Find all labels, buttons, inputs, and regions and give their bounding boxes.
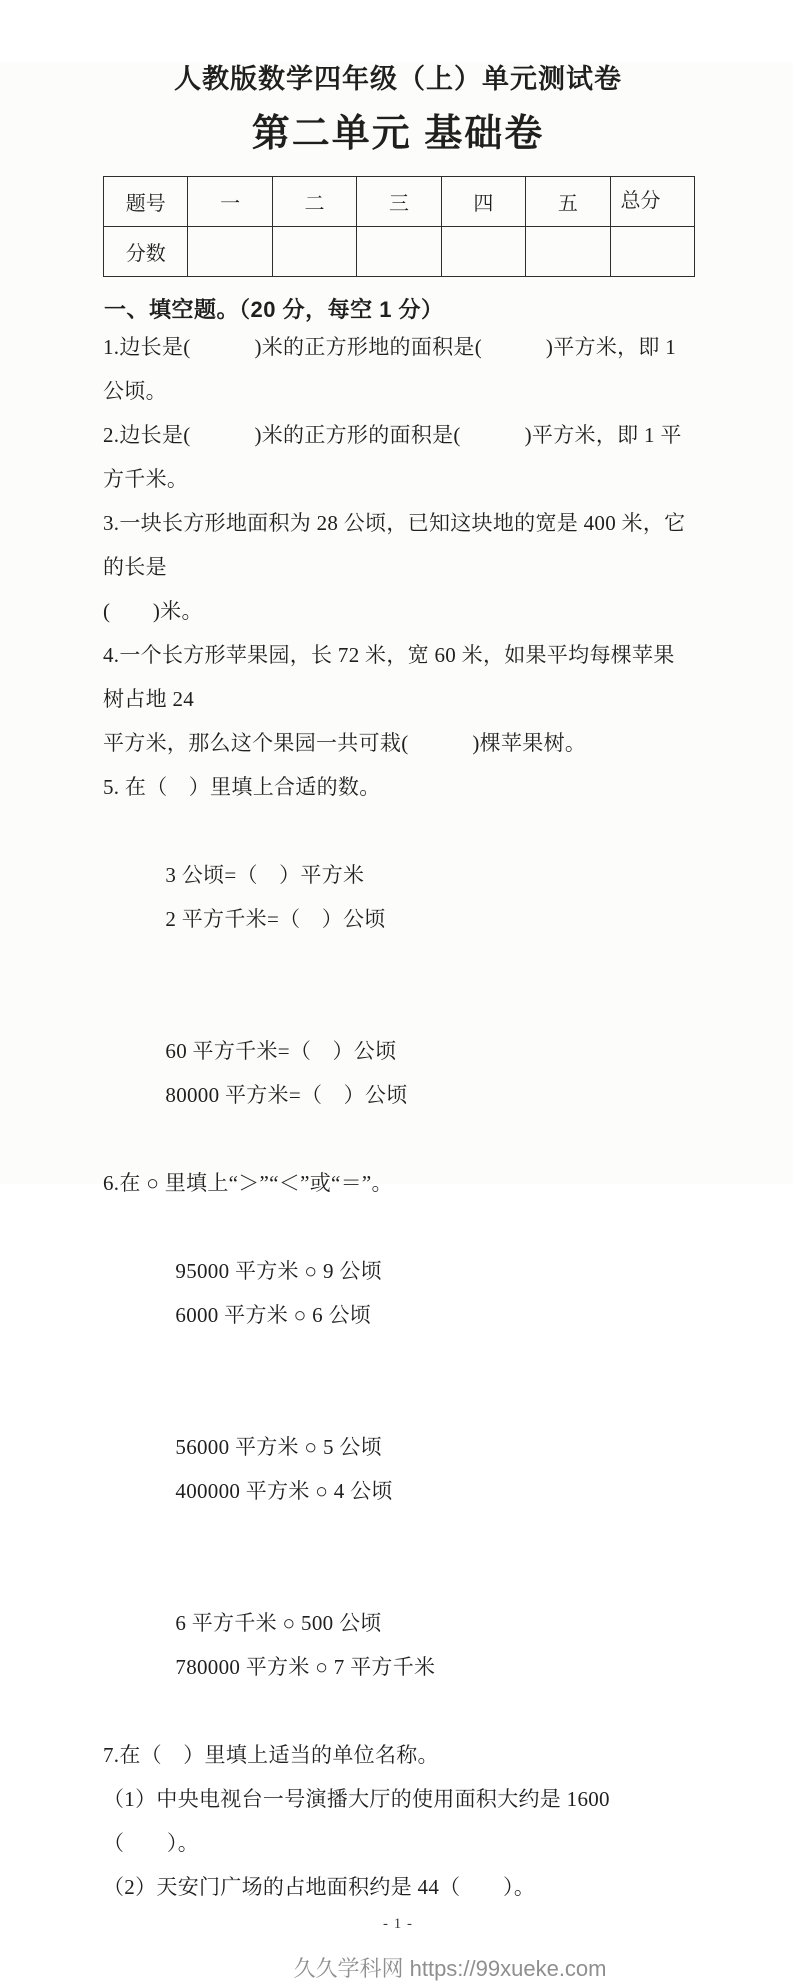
question-3-line-1: 3.一块长方形地面积为 28 公顷，已知这块地的宽是 400 米，它的长是 (103, 511, 686, 579)
question-5-row-1 (103, 809, 693, 985)
score-cell-total (610, 227, 694, 277)
question-6-intro: 6.在 ○ 里填上“＞”“＜”或“＝”。 (103, 1171, 393, 1195)
question-1: 1.边长是( )米的正方形地的面积是( )平方米，即 1 公顷。 (103, 335, 682, 403)
score-table-cell-total: 总分 (610, 177, 694, 227)
score-table-cell-col4: 四 (441, 177, 525, 227)
question-5-item-3: 60 平方千米=（ ）公顷 (165, 1039, 397, 1063)
question-6-row-1 (103, 1205, 693, 1381)
paper-title: 人教版数学四年级（上）单元测试卷 (174, 64, 622, 94)
unit-subtitle: 第二单元 基础卷 (251, 113, 545, 155)
question-4-line-2: 平方米，那么这个果园一共可栽( )棵苹果树。 (103, 731, 587, 755)
score-table (103, 176, 695, 277)
score-cell (526, 227, 610, 277)
question-6-item-5: 6 平方千米 ○ 500 公顷 (175, 1611, 382, 1635)
questions-block (103, 325, 693, 1909)
score-table-header-row (104, 177, 695, 227)
score-table-cell-col1: 一 (188, 177, 272, 227)
score-cell (272, 227, 356, 277)
question-6-row-3 (103, 1557, 693, 1733)
section-heading-fill-blanks: 一、填空题。（20 分，每空 1 分） (104, 297, 444, 322)
watermark-site-link: 久久学科网 https://99xueke.com (293, 1956, 607, 1981)
question-6-item-6: 780000 平方米 ○ 7 平方千米 (175, 1655, 436, 1679)
question-5-item-4: 80000 平方米=（ ）公顷 (165, 1083, 408, 1107)
question-5-item-1: 3 公顷=（ ）平方米 (165, 863, 365, 887)
question-5-intro: 5. 在（ ）里填上合适的数。 (103, 775, 381, 799)
question-7-sub-2: （2）天安门广场的占地面积约是 44（ ）。 (103, 1875, 536, 1899)
question-6-item-4: 400000 平方米 ○ 4 公顷 (175, 1479, 393, 1503)
question-5-item-2: 2 平方千米=（ ）公顷 (165, 907, 386, 931)
score-table-cell-col3: 三 (357, 177, 441, 227)
question-2: 2.边长是( )米的正方形的面积是( )平方米，即 1 平方千米。 (103, 423, 682, 491)
score-table-cell-score-label: 分数 (104, 227, 188, 277)
question-6-item-2: 6000 平方米 ○ 6 公顷 (175, 1303, 372, 1327)
test-paper-page (0, 62, 793, 1981)
question-6-item-1: 95000 平方米 ○ 9 公顷 (175, 1259, 382, 1283)
question-4-line-1: 4.一个长方形苹果园，长 72 米，宽 60 米，如果平均每棵苹果树占地 24 (103, 643, 675, 711)
question-7-sub-1: （1）中央电视台一号演播大厅的使用面积大约是 1600（ ）。 (103, 1787, 610, 1855)
score-cell (188, 227, 272, 277)
page-number: - 1 - (383, 1916, 413, 1932)
score-cell (441, 227, 525, 277)
score-table-cell-question-label: 题号 (104, 177, 188, 227)
score-cell (357, 227, 441, 277)
score-table-cell-col2: 二 (272, 177, 356, 227)
score-table-score-row (104, 227, 695, 277)
question-6-item-3: 56000 平方米 ○ 5 公顷 (175, 1435, 382, 1459)
question-3-line-2: ( )米。 (103, 599, 203, 623)
question-5-row-2 (103, 985, 693, 1161)
score-table-cell-col5: 五 (526, 177, 610, 227)
page-content (0, 62, 793, 1983)
question-7-intro: 7.在（ ）里填上适当的单位名称。 (103, 1743, 439, 1767)
question-6-row-2 (103, 1381, 693, 1557)
